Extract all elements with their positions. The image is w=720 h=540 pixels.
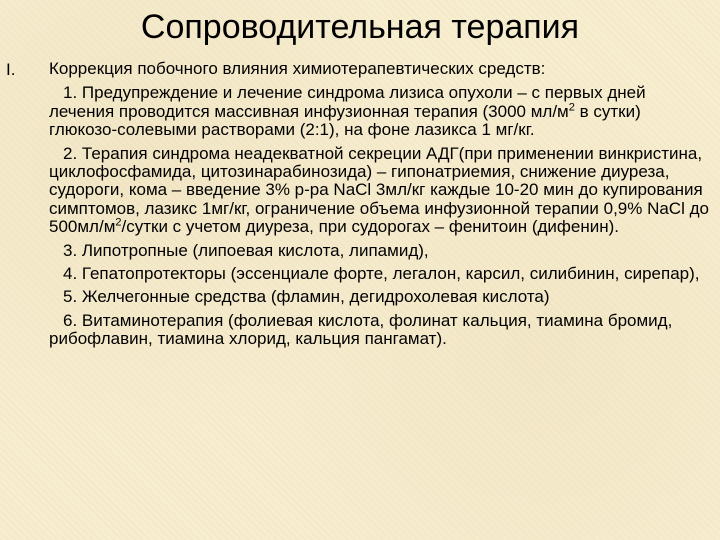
list-item-2-text-a: 2. Терапия синдрома неадекватной секреции АДГ(при применении винкристина, циклофосфамида, цитозинарабинозида) – гипонатриемия, снижение диуреза, судороги, кома – введение 3% р-ра NaCl 3мл/кг каждые 10-20 мин до купирования симптомов, лазикс 1мг/кг, ограничение объема инфузионной терапии 0,9% NaCl до 500мл/м bbox=[49, 143, 709, 237]
section-body bbox=[49, 60, 709, 354]
superscript-2: 2 bbox=[568, 101, 575, 114]
list-item-4-text: 4. Гепатопротекторы (эссенциале форте, легалон, карсил, силибинин, сирепар), bbox=[63, 264, 700, 284]
list-item-2-text-b: /сутки с учетом диуреза, при судорогах – фенитоин (дифенин). bbox=[121, 217, 620, 237]
superscript-2: 2 bbox=[115, 216, 122, 229]
list-item-5 bbox=[49, 288, 709, 306]
list-item-1-text-a: 1. Предупреждение и лечение синдрома лизиса опухоли – с первых дней лечения проводится массивная инфузионная терапия (3000 мл/м bbox=[49, 83, 646, 121]
section-heading: Коррекция побочного влияния химиотерапевтических средств: bbox=[49, 59, 546, 78]
list-item-6 bbox=[49, 312, 709, 349]
list-item-3 bbox=[49, 242, 709, 260]
slide-title: Сопроводительная терапия bbox=[140, 8, 580, 46]
list-item-6-text: 6. Витаминотерапия (фолиевая кислота, фолинат кальция, тиамина бромид, рибофлавин, тиамина хлорид, кальция пангамат). bbox=[49, 310, 673, 349]
list-item-1 bbox=[49, 84, 709, 139]
list-item-4 bbox=[49, 265, 709, 283]
section-marker: I. bbox=[6, 60, 16, 79]
list-item-1-text-b: в сутки) глюкозо-солевыми растворами (2:1), на фоне лазикса 1 мг/кг. bbox=[49, 101, 641, 140]
list-item-5-text: 5. Желчегонные средства (фламин, дегидрохолевая кислота) bbox=[63, 287, 550, 307]
list-item-3-text: 3. Липотропные (липоевая кислота, липамид), bbox=[63, 240, 429, 260]
list-item-2 bbox=[49, 145, 709, 237]
